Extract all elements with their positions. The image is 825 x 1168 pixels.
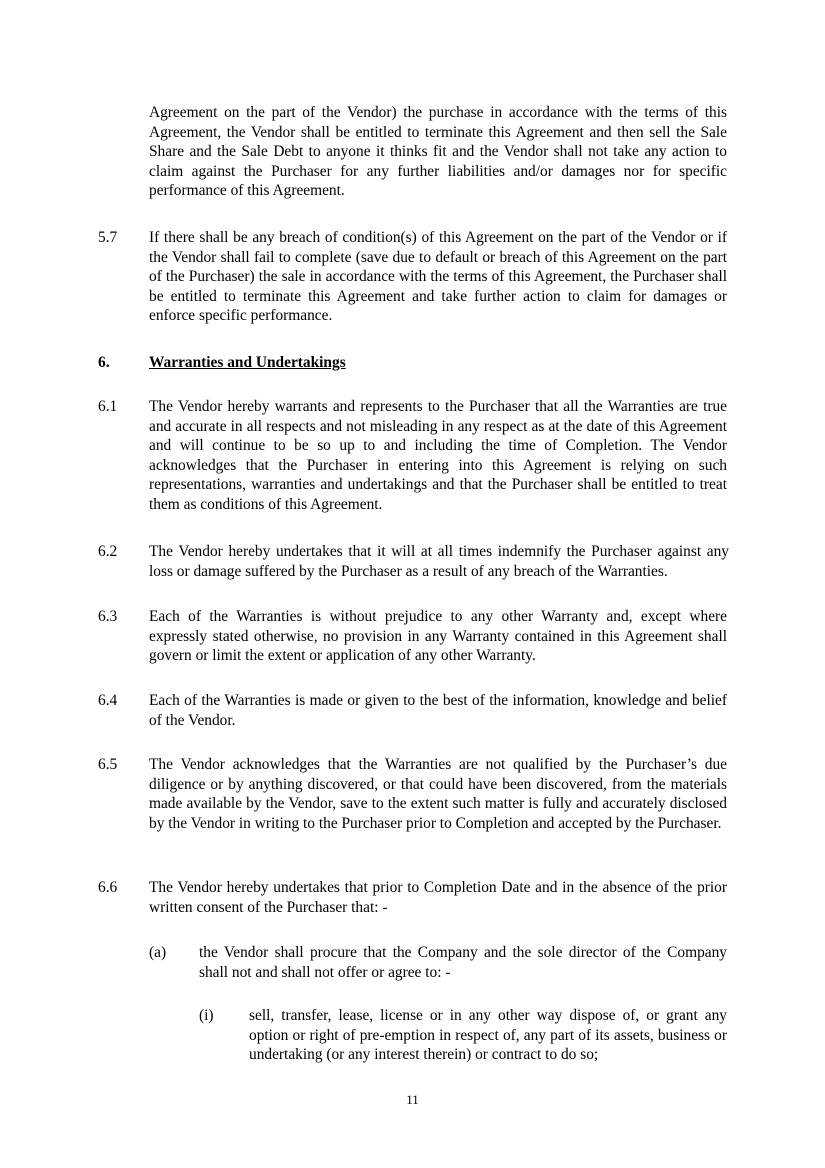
clause-text: The Vendor acknowledges that the Warranties are not qualified by the Purchaser’s due diligence or by anything discovered, or that could have been discovered, from the materials made available by the Vendor, save to the extent such matter is fully and accurately disclosed by the Vendor in writing to the Purchaser prior to Completion and accepted by the Purchaser. [149, 756, 727, 832]
clause-number: 6.4 [98, 692, 118, 709]
subclause-number: (a) [149, 944, 167, 961]
clause-text: The Vendor hereby warrants and represents to the Purchaser that all the Warranties are true and accurate in all respects and not misleading in any respect as at the date of this Agreement and will continue to be so up to and including the time of Completion. The Vendor acknowledges that the Purchaser in entering into this Agreement is relying on such representations, warranties and undertakings and that the Purchaser shall be entitled to treat them as conditions of this Agreement. [149, 398, 727, 513]
clause-text: If there shall be any breach of condition(s) of this Agreement on the part of the Vendor or if the Vendor shall fail to complete (save due to default or breach of this Agreement on the part of the Purchaser) the sale in accordance with the terms of this Agreement, the Purchaser shall be entitled to terminate this Agreement and take further action to claim for damages or enforce specific performance. [149, 229, 727, 324]
subclause-text: the Vendor shall procure that the Company and the sole director of the Company shall not and shall not offer or agree to: - [199, 944, 727, 981]
clause-number: 5.7 [98, 229, 118, 246]
subclause-number: (i) [199, 1007, 214, 1024]
section-number: 6. [98, 354, 110, 371]
continuation-paragraph: Agreement on the part of the Vendor) the purchase in accordance with the terms of this Agreement, the Vendor shall be entitled to terminate this Agreement and then sell the Sale Share and the Sale Debt to anyone it thinks fit and the Vendor shall not take any action to claim against the Purchaser for any further liabilities and/or damages nor for specific performance of this Agreement. [149, 104, 727, 199]
section-title: Warranties and Undertakings [149, 354, 346, 371]
clause-number: 6.1 [98, 398, 118, 415]
clause-number: 6.6 [98, 879, 118, 896]
subclause-text: sell, transfer, lease, license or in any other way dispose of, or grant any option or right of pre-emption in respect of, any part of its assets, business or undertaking (or any interest therein) or contract to do so; [249, 1007, 727, 1063]
page-number: 11 [406, 1092, 419, 1107]
clause-number: 6.2 [98, 543, 118, 560]
clause-text: Each of the Warranties is made or given to the best of the information, knowledge and belief of the Vendor. [149, 692, 727, 729]
clause-text: Each of the Warranties is without prejudice to any other Warranty and, except where expressly stated otherwise, no provision in any Warranty contained in this Agreement shall govern or limit the extent or application of any other Warranty. [149, 608, 727, 664]
clause-number: 6.5 [98, 756, 118, 773]
clause-text: The Vendor hereby undertakes that prior to Completion Date and in the absence of the prior written consent of the Purchaser that: - [149, 879, 727, 916]
clause-text: The Vendor hereby undertakes that it will at all times indemnify the Purchaser against any loss or damage suffered by the Purchaser as a result of any breach of the Warranties. [149, 543, 729, 580]
clause-number: 6.3 [98, 608, 118, 625]
